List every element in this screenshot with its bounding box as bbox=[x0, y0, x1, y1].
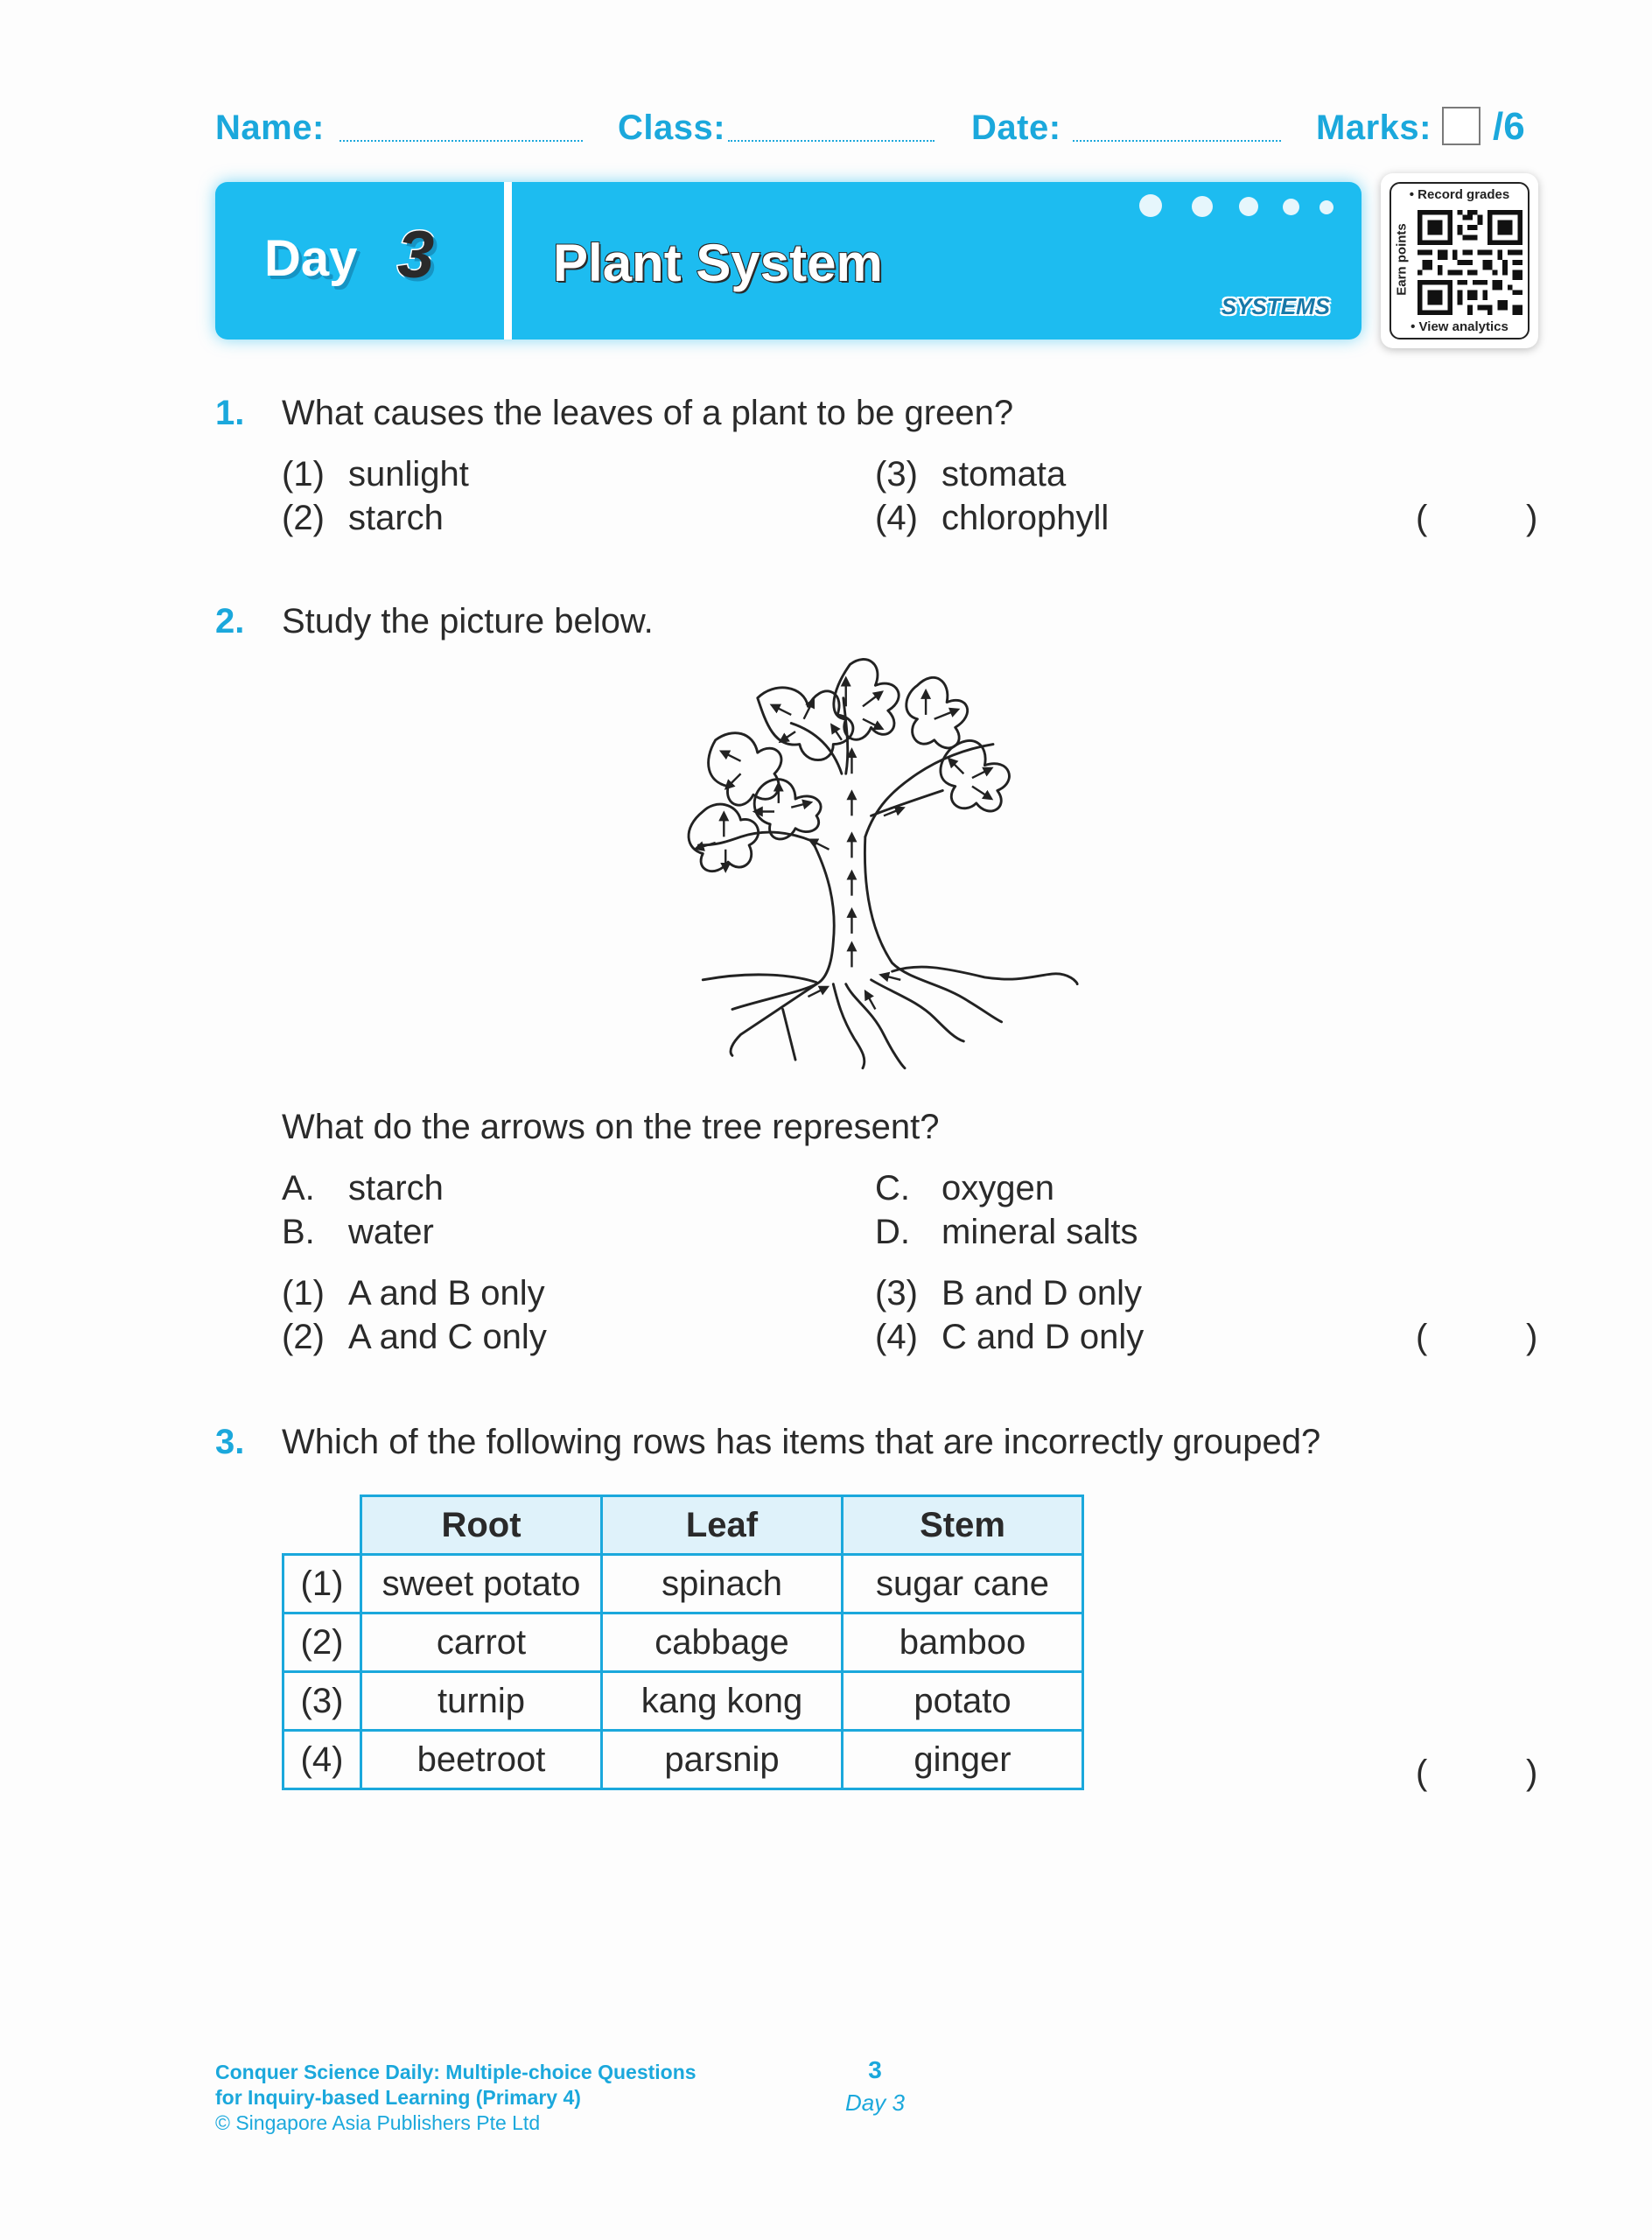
footer-book-title-line1: Conquer Science Daily: Multiple-choice Questions bbox=[215, 2061, 696, 2083]
table-cell: beetroot bbox=[361, 1731, 602, 1789]
question-1-text: What causes the leaves of a plant to be green? bbox=[282, 394, 1014, 432]
option-text: stomata bbox=[942, 455, 1067, 494]
progress-dot-icon bbox=[1139, 194, 1162, 217]
question-2-answer-box[interactable] bbox=[1435, 1314, 1522, 1358]
question-1-option-4[interactable] bbox=[875, 499, 1109, 538]
statement-key: A. bbox=[282, 1169, 315, 1208]
column-header-leaf: Leaf bbox=[602, 1496, 843, 1555]
question-2-option-4[interactable] bbox=[875, 1318, 1144, 1357]
banner-divider bbox=[504, 182, 512, 340]
statement-key: D. bbox=[875, 1213, 910, 1251]
footer-book-info bbox=[215, 2060, 696, 2136]
option-text: C and D only bbox=[942, 1318, 1144, 1356]
day-word: Day bbox=[264, 230, 358, 287]
table-cell: ginger bbox=[843, 1731, 1083, 1789]
row-key: (4) bbox=[284, 1731, 361, 1789]
date-field[interactable] bbox=[1073, 140, 1281, 142]
class-field[interactable] bbox=[728, 140, 934, 142]
option-text: A and C only bbox=[348, 1318, 547, 1356]
qr-top-text: • Record grades bbox=[1409, 187, 1510, 202]
marks-label: Marks: bbox=[1316, 108, 1432, 147]
qr-side-text: Earn points bbox=[1394, 223, 1410, 296]
question-2-number: 2. bbox=[215, 602, 245, 640]
statement-key: C. bbox=[875, 1169, 910, 1208]
question-1-number: 1. bbox=[215, 394, 245, 432]
row-key: (3) bbox=[284, 1672, 361, 1731]
table-row bbox=[284, 1614, 1083, 1672]
name-label: Name: bbox=[215, 108, 325, 147]
row-key: (1) bbox=[284, 1555, 361, 1614]
grouping-table bbox=[282, 1494, 1084, 1790]
question-1-answer-box[interactable] bbox=[1435, 495, 1522, 539]
question-2-subquestion: What do the arrows on the tree represent? bbox=[282, 1108, 940, 1146]
statement-text: oxygen bbox=[942, 1169, 1054, 1208]
table-cell: parsnip bbox=[602, 1731, 843, 1789]
column-header-stem: Stem bbox=[843, 1496, 1083, 1555]
progress-dot-icon bbox=[1192, 196, 1213, 217]
date-label: Date: bbox=[971, 108, 1061, 147]
qr-code-icon bbox=[1418, 210, 1522, 315]
table-cell: kang kong bbox=[602, 1672, 843, 1731]
option-text: A and B only bbox=[348, 1274, 545, 1312]
footer-copyright: © Singapore Asia Publishers Pte Ltd bbox=[215, 2111, 541, 2134]
question-2-option-2[interactable] bbox=[282, 1318, 547, 1357]
option-key: (4) bbox=[875, 1318, 918, 1356]
statement-key: B. bbox=[282, 1213, 315, 1251]
answer-close-bracket: ) bbox=[1526, 499, 1538, 537]
theme-tag: SYSTEMS bbox=[1221, 293, 1330, 319]
statement-b bbox=[282, 1213, 434, 1252]
question-2-option-1[interactable] bbox=[282, 1274, 545, 1313]
table-row bbox=[284, 1555, 1083, 1614]
table-row bbox=[284, 1731, 1083, 1789]
question-1-option-2[interactable] bbox=[282, 499, 444, 538]
option-key: (3) bbox=[875, 1274, 918, 1312]
statement-d bbox=[875, 1213, 1138, 1252]
marks-box[interactable] bbox=[1442, 107, 1480, 145]
qr-bottom-text: • View analytics bbox=[1410, 319, 1508, 334]
option-key: (3) bbox=[875, 455, 918, 494]
option-text: B and D only bbox=[942, 1274, 1143, 1312]
page-number: 3 bbox=[868, 2056, 882, 2083]
question-1-option-1[interactable] bbox=[282, 455, 469, 494]
statement-c bbox=[875, 1169, 1054, 1208]
day-number: 3 bbox=[397, 218, 435, 292]
footer-book-title-line2: for Inquiry-based Learning (Primary 4) bbox=[215, 2086, 581, 2109]
statement-text: water bbox=[348, 1213, 434, 1251]
option-key: (1) bbox=[282, 455, 325, 494]
table-cell: sugar cane bbox=[843, 1555, 1083, 1614]
marks-total: /6 bbox=[1493, 105, 1525, 148]
column-header-root: Root bbox=[361, 1496, 602, 1555]
option-key: (2) bbox=[282, 499, 325, 537]
row-key: (2) bbox=[284, 1614, 361, 1672]
table-cell: bamboo bbox=[843, 1614, 1083, 1672]
answer-open-bracket: ( bbox=[1416, 1318, 1428, 1356]
table-cell: sweet potato bbox=[361, 1555, 602, 1614]
answer-open-bracket: ( bbox=[1416, 499, 1428, 537]
option-key: (4) bbox=[875, 499, 918, 537]
option-text: sunlight bbox=[348, 455, 469, 494]
progress-dot-icon bbox=[1283, 199, 1299, 215]
day-banner bbox=[215, 182, 1362, 340]
qr-frame bbox=[1390, 182, 1530, 340]
answer-open-bracket: ( bbox=[1416, 1754, 1428, 1792]
option-text: chlorophyll bbox=[942, 499, 1110, 537]
option-key: (2) bbox=[282, 1318, 325, 1356]
tree-diagram bbox=[665, 648, 1102, 1085]
table-cell: carrot bbox=[361, 1614, 602, 1672]
name-field[interactable] bbox=[340, 140, 583, 142]
table-corner bbox=[284, 1496, 361, 1555]
page-day-label: Day 3 bbox=[845, 2090, 905, 2116]
statement-a bbox=[282, 1169, 444, 1208]
question-2-option-3[interactable] bbox=[875, 1274, 1142, 1313]
answer-close-bracket: ) bbox=[1526, 1318, 1538, 1356]
qr-card[interactable] bbox=[1381, 173, 1538, 348]
table-row bbox=[284, 1672, 1083, 1731]
statement-text: mineral salts bbox=[942, 1213, 1138, 1251]
class-label: Class: bbox=[618, 108, 726, 147]
topic-title: Plant System bbox=[553, 234, 883, 292]
question-3-text: Which of the following rows has items that are incorrectly grouped? bbox=[282, 1423, 1321, 1461]
statement-text: starch bbox=[348, 1169, 444, 1208]
answer-close-bracket: ) bbox=[1526, 1754, 1538, 1792]
question-1-option-3[interactable] bbox=[875, 455, 1066, 494]
question-3-answer-box[interactable] bbox=[1435, 1750, 1522, 1794]
question-2-text: Study the picture below. bbox=[282, 602, 654, 640]
question-3-number: 3. bbox=[215, 1423, 245, 1461]
progress-dot-icon bbox=[1320, 200, 1334, 214]
table-cell: potato bbox=[843, 1672, 1083, 1731]
option-key: (1) bbox=[282, 1274, 325, 1312]
option-text: starch bbox=[348, 499, 444, 537]
table-cell: spinach bbox=[602, 1555, 843, 1614]
table-cell: cabbage bbox=[602, 1614, 843, 1672]
progress-dot-icon bbox=[1239, 197, 1258, 216]
table-cell: turnip bbox=[361, 1672, 602, 1731]
table-header-row bbox=[284, 1496, 1083, 1555]
